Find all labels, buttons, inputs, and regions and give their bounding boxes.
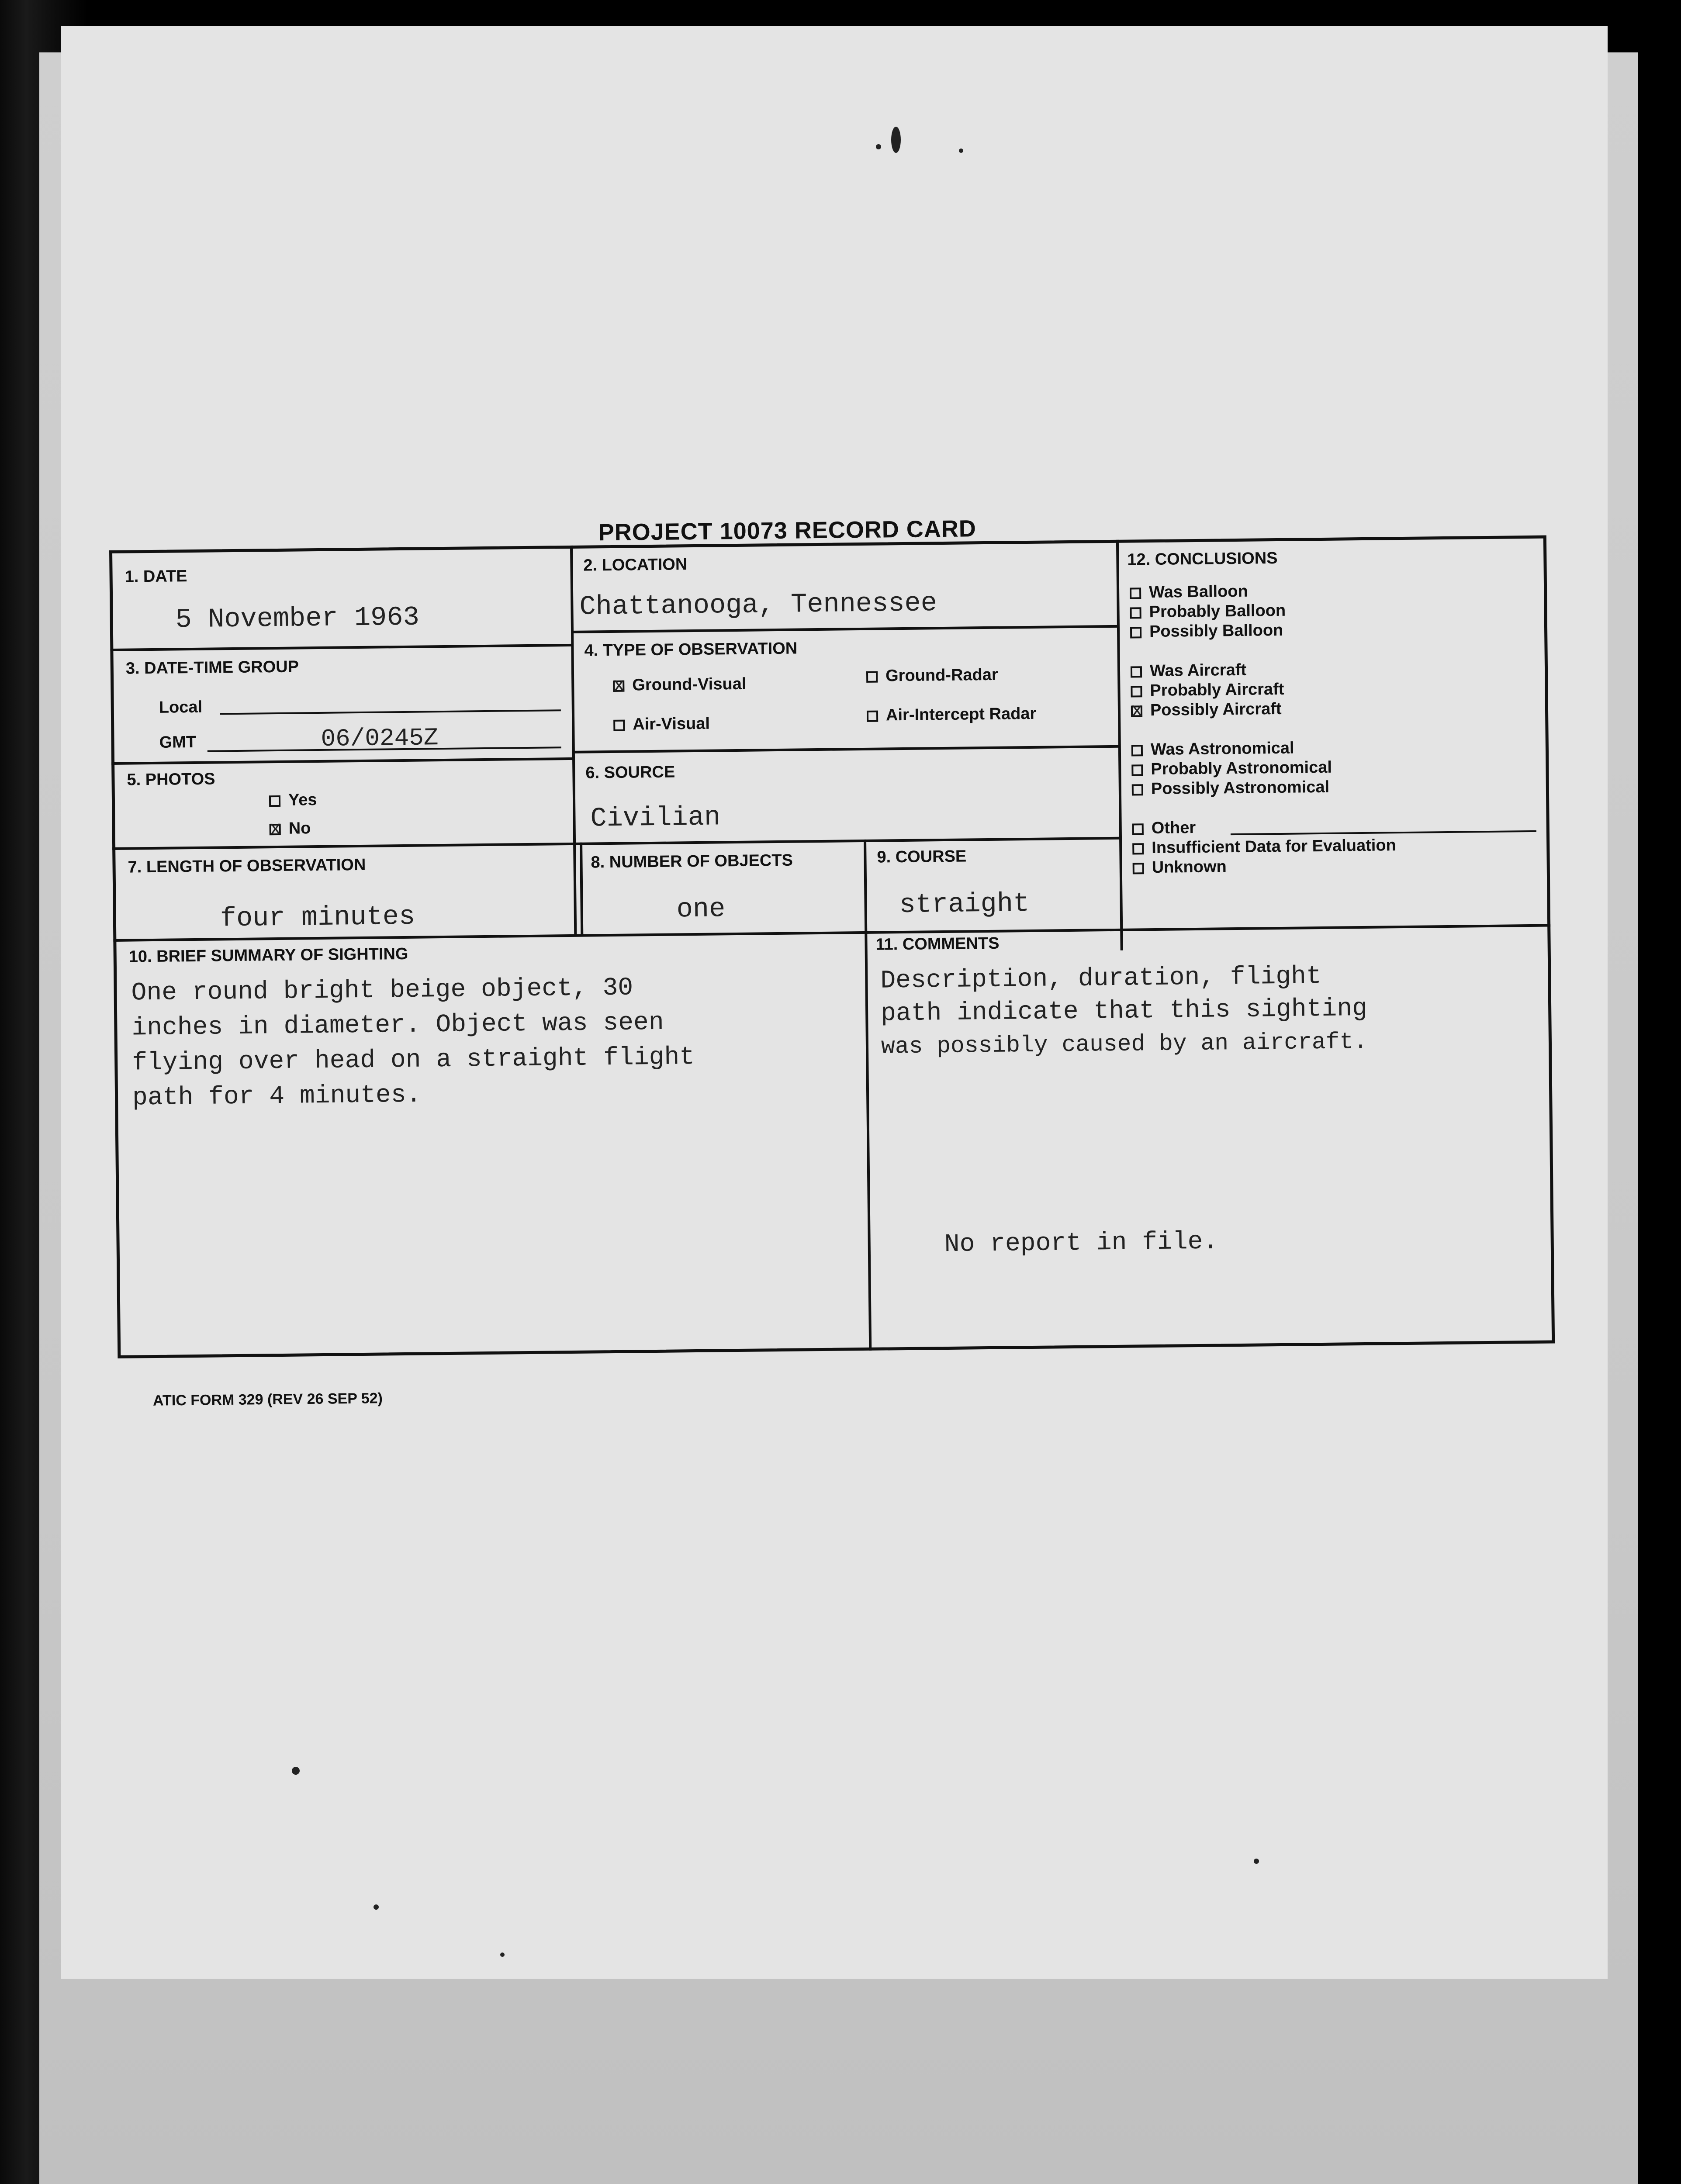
checkbox-other[interactable] (1132, 823, 1144, 835)
summary-line: inches in diameter. Object was seen (131, 1008, 664, 1043)
conclusion-was-balloon[interactable]: Was Balloon (1130, 582, 1248, 602)
checkbox-probably-aircraft[interactable] (1131, 686, 1142, 697)
source-value: Civilian (590, 802, 721, 834)
option-photos-no[interactable]: x No (269, 817, 311, 841)
length-of-observation-label: 7. LENGTH OF OBSERVATION (128, 855, 366, 877)
speck (959, 149, 963, 153)
conclusion-was-astronomical[interactable]: Was Astronomical (1131, 739, 1294, 760)
conclusions-label: 12. CONCLUSIONS (1127, 549, 1278, 569)
checkbox-ground-radar[interactable] (866, 671, 878, 683)
source-label: 6. SOURCE (585, 763, 675, 782)
date-value: 5 November 1963 (175, 601, 420, 636)
type-of-observation-label: 4. TYPE OF OBSERVATION (584, 639, 798, 660)
brief-summary-label: 10. BRIEF SUMMARY OF SIGHTING (128, 944, 408, 966)
checkbox-was-aircraft[interactable] (1131, 666, 1142, 677)
checkbox-photos-no[interactable]: x (269, 817, 282, 841)
checkbox-probably-astronomical[interactable] (1131, 764, 1143, 776)
gmt-value: 06/0245Z (321, 724, 439, 753)
speck (1254, 1859, 1259, 1864)
checkbox-ground-visual[interactable]: x (613, 674, 626, 697)
speck (374, 1904, 379, 1910)
summary-line: One round bright beige object, 30 (131, 974, 633, 1008)
comments-line: path indicate that this sighting (880, 994, 1368, 1028)
checkbox-air-intercept-radar[interactable] (867, 711, 878, 722)
length-of-observation-value: four minutes (220, 901, 415, 934)
checkbox-air-visual[interactable] (613, 720, 625, 731)
photos-label: 5. PHOTOS (127, 770, 215, 789)
conclusion-was-aircraft[interactable]: Was Aircraft (1131, 661, 1246, 681)
conclusion-possibly-aircraft[interactable]: x Possibly Aircraft (1131, 699, 1282, 722)
checkbox-insufficient-data[interactable] (1132, 843, 1144, 854)
speck (500, 1952, 505, 1957)
comments-note: No report in file. (944, 1227, 1218, 1259)
comments-line: Description, duration, flight (880, 962, 1322, 995)
card-title: PROJECT 10073 RECORD CARD (598, 515, 977, 546)
conclusion-unknown[interactable]: Unknown (1133, 857, 1227, 877)
conclusion-insufficient-data[interactable]: Insufficient Data for Evaluation (1132, 836, 1396, 857)
conclusion-possibly-astronomical[interactable]: Possibly Astronomical (1132, 778, 1330, 799)
conclusion-possibly-balloon[interactable]: Possibly Balloon (1130, 621, 1283, 642)
option-ground-visual[interactable]: x Ground-Visual (613, 674, 747, 697)
local-label: Local (159, 698, 203, 717)
summary-line: path for 4 minutes. (132, 1081, 422, 1113)
option-air-intercept-radar[interactable]: Air-Intercept Radar (867, 705, 1037, 725)
form-id: ATIC FORM 329 (REV 26 SEP 52) (152, 1390, 383, 1409)
record-card (109, 515, 1555, 1358)
checkbox-was-balloon[interactable] (1130, 587, 1141, 599)
checkbox-possibly-astronomical[interactable] (1132, 784, 1143, 795)
checkbox-possibly-balloon[interactable] (1130, 627, 1141, 638)
comments-line: was possibly caused by an aircraft. (881, 1028, 1368, 1060)
speck (876, 144, 881, 149)
option-ground-radar[interactable]: Ground-Radar (866, 666, 998, 686)
course-label: 9. COURSE (877, 847, 967, 867)
conclusion-probably-balloon[interactable]: Probably Balloon (1130, 601, 1286, 622)
conclusion-probably-aircraft[interactable]: Probably Aircraft (1131, 680, 1284, 701)
number-of-objects-label: 8. NUMBER OF OBJECTS (591, 851, 793, 872)
checkbox-was-astronomical[interactable] (1131, 745, 1143, 756)
location-label: 2. LOCATION (583, 555, 688, 575)
course-value: straight (899, 888, 1030, 921)
option-photos-yes[interactable]: Yes (269, 791, 317, 810)
checkbox-possibly-aircraft[interactable]: x (1131, 699, 1143, 722)
checkbox-probably-balloon[interactable] (1130, 607, 1141, 619)
gmt-label: GMT (159, 733, 197, 752)
checkbox-unknown[interactable] (1133, 863, 1144, 874)
speck (891, 127, 901, 153)
checkbox-photos-yes[interactable] (269, 795, 280, 807)
summary-line: flying over head on a straight flight (131, 1043, 695, 1078)
speck (292, 1767, 300, 1775)
number-of-objects-value: one (676, 893, 726, 925)
comments-label: 11. COMMENTS (875, 934, 1000, 954)
conclusion-other[interactable]: Other (1132, 819, 1196, 838)
conclusion-probably-astronomical[interactable]: Probably Astronomical (1131, 758, 1332, 779)
option-air-visual[interactable]: Air-Visual (613, 715, 710, 734)
date-label: 1. DATE (125, 567, 187, 586)
location-value: Chattanooga, Tennessee (579, 587, 937, 622)
date-time-group-label: 3. DATE-TIME GROUP (125, 657, 299, 678)
